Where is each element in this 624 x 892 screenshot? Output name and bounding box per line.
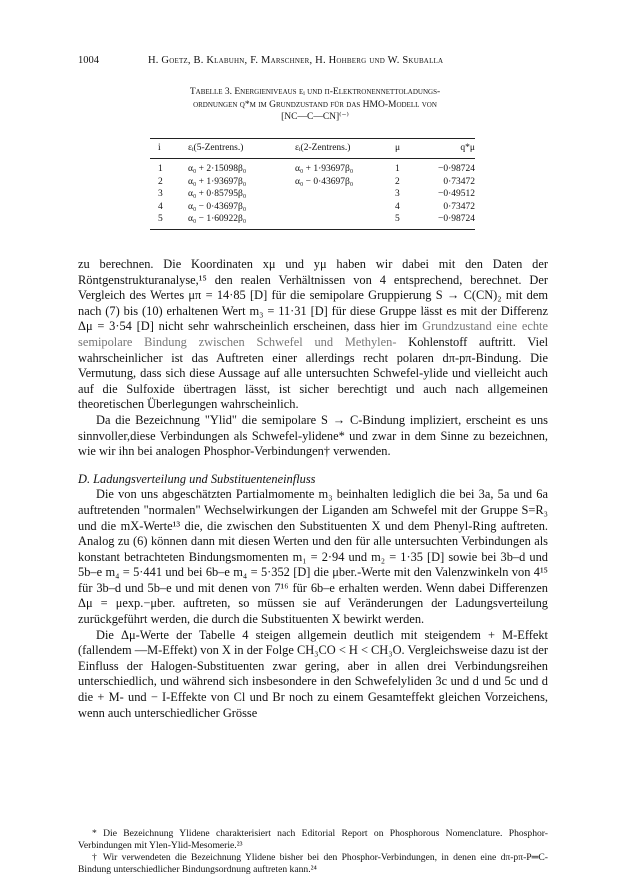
paragraph-text: zu berechnen. Die Koordinaten xμ und yμ haben wir dabei mit den Daten der Röntgenstrukturanalyse,¹⁵ den realen Verhältnissen von 4 entsprechend, berechnet. Der Vergleich des Wertes μπ = 14·85 [D] für die semipolare Gruppierung S → C(CN)₂ mit dem nach (7) bis (10) erhaltenen Wert m₃ = 11·31 [D] für diese Gruppe lässt es mit der Differenz Δμ = 3·54 [D] nicht sehr wahrscheinlich erscheinen, dass hier im <box>78 257 548 334</box>
table-caption <box>120 86 510 124</box>
table-cell: α₀ + 1·93697β₀ <box>295 164 354 174</box>
table-row <box>150 213 475 226</box>
table-cell: 0·73472 <box>443 176 475 187</box>
table-header-cell: q*μ <box>460 143 475 153</box>
table-cell: α₀ − 0·43697β₀ <box>188 201 247 212</box>
table-cell: −0·98724 <box>437 214 475 224</box>
table-cell: α₀ + 1·93697β₀ <box>188 176 247 187</box>
table-cell: 3 <box>158 189 163 199</box>
table-header-row <box>150 139 475 158</box>
table-cell: 1 <box>395 164 400 174</box>
table-cell <box>295 201 395 214</box>
table-caption-line: ordnungen q*μ im Grundzustand für das HMO-Modell von <box>193 99 437 110</box>
table-header-cell: i <box>158 143 161 153</box>
table-body <box>150 159 475 229</box>
section-heading: D. Ladungsverteilung und Substituenteneinfluss <box>78 471 316 486</box>
table-cell: 2 <box>395 176 400 187</box>
footnotes <box>78 828 548 876</box>
table-cell: α₀ − 0·43697β₀ <box>295 176 354 187</box>
paragraph-text: Kohlenstoff auftritt. Viel wahrscheinlicher ist das Auftreten einer allerdings recht polaren dπ-pπ-Bindung. Die Vermutung, dass sich diese Aussage auf alle untersuchten Schwefel-ylide und vielleicht auch auf die Sulfoxide übertragen lässt, ist sicher berechtigt und auch nach allgemeinen theoretischen Überlegungen wahrscheinlich. <box>78 334 549 412</box>
table-cell: −0·49512 <box>437 189 475 199</box>
table-cell: −0·98724 <box>437 164 475 174</box>
table-cell: α₀ + 2·15098β₀ <box>188 164 247 174</box>
table-cell: 4 <box>158 201 163 212</box>
table-header-cell: εᵢ(5-Zentrens.) <box>188 143 244 153</box>
table-cell: α₀ + 0·85795β₀ <box>188 189 247 199</box>
table-cell <box>295 213 395 226</box>
table-row <box>150 201 475 214</box>
table-cell: 0·73472 <box>443 201 475 212</box>
table-cell <box>295 188 395 201</box>
paragraph: Die Δμ-Werte der Tabelle 4 steigen allgemein deutlich mit steigendem + M-Effekt (fallendem —M-Effekt) von X in der Folge CH₃CO < H < CH₃O. Vergleichsweise dazu ist der Einfluss der Halogen-Substituenten zwar gering, aber in allen drei Verbindungsreihen unterschiedlich, und während sich insbesondere in den Schwefelyliden 3c und d und 5c und d die + M- und − I-Effekte von Cl und Br noch zu einem Gesamteffekt gleichen Vorzeichens, wenn auch unterschiedlicher Grösse <box>78 627 548 720</box>
table-row <box>150 188 475 201</box>
table-row <box>150 163 475 176</box>
table-header-cell: εᵢ(2-Zentrens.) <box>295 143 351 153</box>
footnote: * Die Bezeichnung Ylidene charakterisiert nach Editorial Report on Phosphorous Nomenclature. Phosphor-Verbindungen mit Ylen-Ylid-Mesomerie.²³ <box>78 828 548 851</box>
table-cell: 5 <box>395 214 400 224</box>
energy-table <box>150 138 475 230</box>
page-number: 1004 <box>78 55 99 66</box>
table-cell: 3 <box>395 189 400 199</box>
table-cell: 5 <box>158 214 163 224</box>
paragraph <box>78 257 548 413</box>
table-cell: 4 <box>395 201 400 212</box>
table-caption-line: Tabelle 3. Energieniveaus εᵢ und π-Elektronennettoladungs- <box>189 87 441 97</box>
paragraph: Die von uns abgeschätzten Partialmomente m₃ beinhalten lediglich die bei 3a, 5a und 6a auftretenden "normalen" Wechselwirkungen der Liganden am Schwefel mit der Gruppe S=R₃ und die mX-Werte¹³ die, die zwischen den Substituenten X und dem Phenyl-Ring auftreten. Analog zu (6) können dann mit diesen Werten und den für alle untersuchten Verbindungen als konstant betrachteten Bindungsmomenten m₁ = 2·94 und m₂ = 1·35 [D] sowie bei 3b–d und 5b–e m₄ = 5·441 und bei 6b–e m₄ = 5·352 [D] die μber.-Werte mit den Valenzwinkeln von 4¹⁵ für 3b–d und 5b–e und mit denen von 7¹⁶ für 6b–e erhalten werden. Wenn dabei Differenzen Δμ = μexp.−μber. auftreten, so müssen sie auf Veränderungen der Ladungsverteilung zurückgeführt werden, die durch die Substituenten X bewirkt werden. <box>78 487 548 627</box>
footnote: † Wir verwendeten die Bezeichnung Ylidene bisher bei den Phosphor-Verbindungen, in denen eine dπ-pπ-P═C-Bindung unterschiedlicher Bindungsordnung auftreten kann.²⁴ <box>78 852 548 875</box>
paragraph: Da die Bezeichnung "Ylid" die semipolare S → C-Bindung impliziert, erscheint es uns sinnvoller,diese Verbindungen als Schwefel-ylidene* und zwar in dem Sinne zu bezeichnen, wie wir ihn bei analogen Phosphor-Verbindungen† verwenden. <box>78 412 548 459</box>
table-cell: α₀ − 1·60922β₀ <box>188 214 247 224</box>
author-line: H. Goetz, B. Klabuhn, F. Marschner, H. Hohberg und W. Skuballa <box>148 55 444 66</box>
table-caption-line: [NC—C—CN]⁽⁻⁾ <box>281 112 349 122</box>
table-cell: 1 <box>158 164 163 174</box>
table-row <box>150 176 475 189</box>
table-header-cell: μ <box>395 143 401 153</box>
table-cell: 2 <box>158 176 163 187</box>
paragraph-struck-line: Grundzustand eine echte semipolare Bindung zwischen Schwefel und Methylen- <box>78 319 548 349</box>
body-text <box>78 257 548 721</box>
